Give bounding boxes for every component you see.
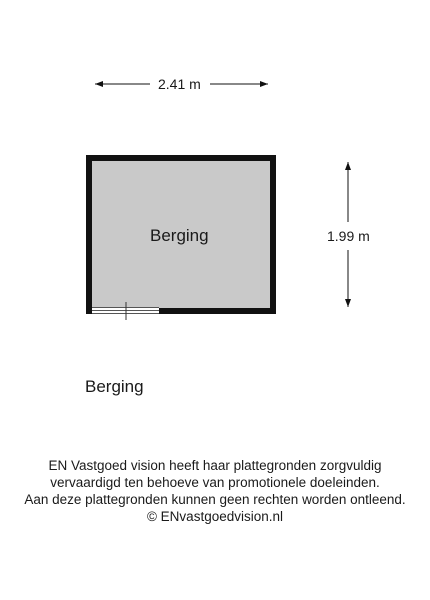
disclaimer-line-1: EN Vastgoed vision heeft haar plattegronden zorgvuldig (48, 458, 382, 473)
disclaimer-line-3: Aan deze plattegronden kunnen geen rechten worden ontleend. (24, 492, 406, 507)
disclaimer (0, 457, 430, 525)
disclaimer-line-2: vervaardigd ten behoeve van promotionele doeleinden. (50, 475, 380, 490)
width-dimension-label: 2.41 m (158, 76, 201, 92)
room-label: Berging (150, 226, 209, 245)
floor-title: Berging (85, 377, 144, 396)
copyright-line: © ENvastgoedvision.nl (146, 509, 283, 524)
height-dimension-label: 1.99 m (327, 228, 370, 244)
